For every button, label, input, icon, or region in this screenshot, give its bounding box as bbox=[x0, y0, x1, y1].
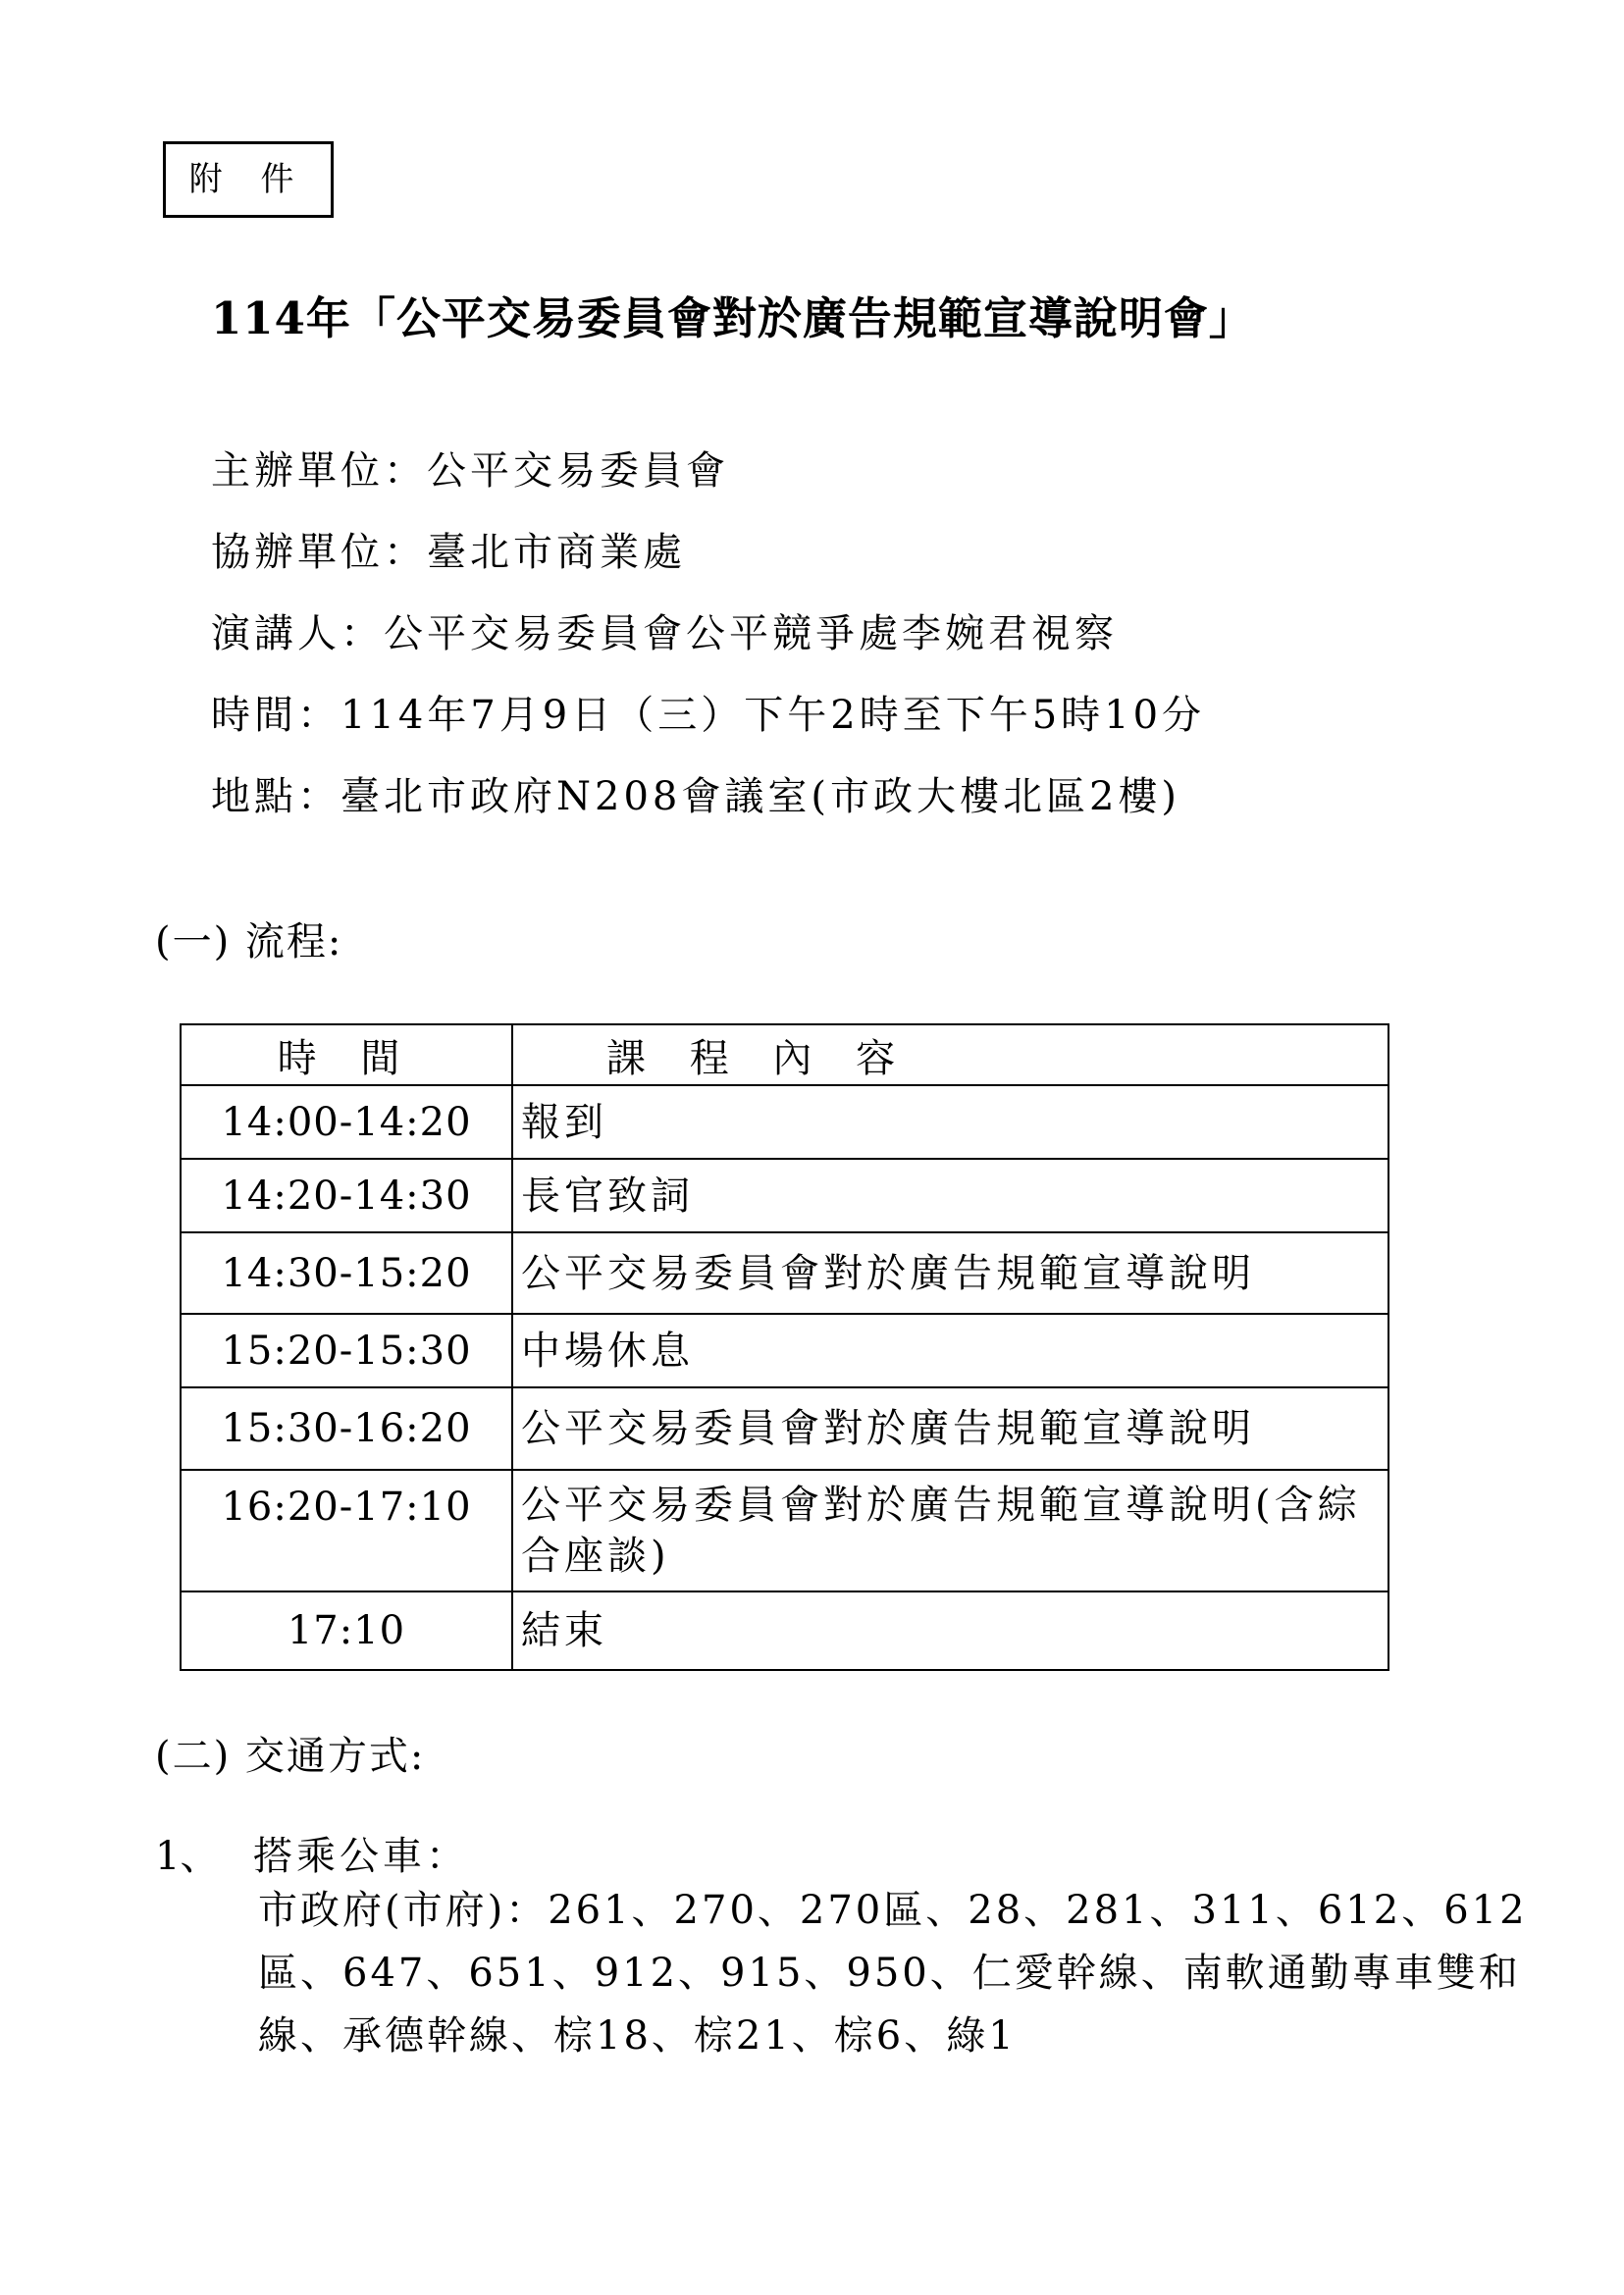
bus-line-text: 線、承德幹線、棕18、棕21、棕6、綠1 bbox=[258, 2013, 1017, 2059]
table-cell-content: 長官致詞 bbox=[512, 1159, 1388, 1232]
table-cell-time: 15:20-15:30 bbox=[181, 1314, 512, 1387]
schedule-table bbox=[180, 1023, 1389, 1671]
list-item-title: 搭乘公車： bbox=[253, 1834, 469, 1879]
table-cell-time: 16:20-17:10 bbox=[181, 1470, 512, 1591]
bus-lines-paragraph bbox=[258, 1879, 1528, 2067]
co-organizer-line: 協辦單位：臺北市商業處 bbox=[211, 530, 686, 575]
table-cell-time: 15:30-16:20 bbox=[181, 1387, 512, 1470]
list-item-number: 1、 bbox=[155, 1834, 220, 1879]
table-cell-time: 17:10 bbox=[181, 1591, 512, 1670]
table-cell-content: 結束 bbox=[512, 1591, 1388, 1670]
page-title: 114年「公平交易委員會對於廣告規範宣導說明會」 bbox=[211, 292, 1254, 344]
table-cell-time: 14:20-14:30 bbox=[181, 1159, 512, 1232]
table-row bbox=[181, 1314, 1388, 1387]
table-row bbox=[181, 1591, 1388, 1670]
table-cell-content: 公平交易委員會對於廣告規範宣導說明(含綜合座談) bbox=[512, 1470, 1388, 1591]
table-cell-content: 中場休息 bbox=[512, 1314, 1388, 1387]
table-header-row bbox=[181, 1024, 1388, 1085]
location-line: 地點：臺北市政府N208會議室(市政大樓北區2樓) bbox=[211, 774, 1181, 819]
organizer-line: 主辦單位：公平交易委員會 bbox=[211, 448, 729, 494]
bus-line-text: 市政府(市府)：261、270、270區、28、281、311、612、612 bbox=[258, 1888, 1528, 1933]
table-cell-content: 公平交易委員會對於廣告規範宣導說明 bbox=[512, 1387, 1388, 1470]
table-cell-content: 公平交易委員會對於廣告規範宣導說明 bbox=[512, 1232, 1388, 1314]
table-row bbox=[181, 1085, 1388, 1159]
bus-line-text: 區、647、651、912、915、950、仁愛幹線、南軟通勤專車雙和 bbox=[258, 1951, 1521, 1996]
section-heading-schedule: (一) 流程: bbox=[155, 919, 343, 965]
table-row bbox=[181, 1470, 1388, 1591]
time-line: 時間：114年7月9日（三）下午2時至下午5時10分 bbox=[211, 693, 1206, 738]
speaker-line: 演講人：公平交易委員會公平競爭處李婉君視察 bbox=[211, 611, 1118, 656]
table-header-time: 時 間 bbox=[181, 1024, 512, 1085]
section-heading-transport: (二) 交通方式: bbox=[155, 1734, 426, 1779]
table-row bbox=[181, 1159, 1388, 1232]
attachment-label: 附 件 bbox=[163, 141, 334, 218]
table-header-content: 課 程 內 容 bbox=[512, 1024, 1388, 1085]
table-cell-time: 14:30-15:20 bbox=[181, 1232, 512, 1314]
table-cell-time: 14:00-14:20 bbox=[181, 1085, 512, 1159]
table-row bbox=[181, 1232, 1388, 1314]
table-row bbox=[181, 1387, 1388, 1470]
table-cell-content: 報到 bbox=[512, 1085, 1388, 1159]
